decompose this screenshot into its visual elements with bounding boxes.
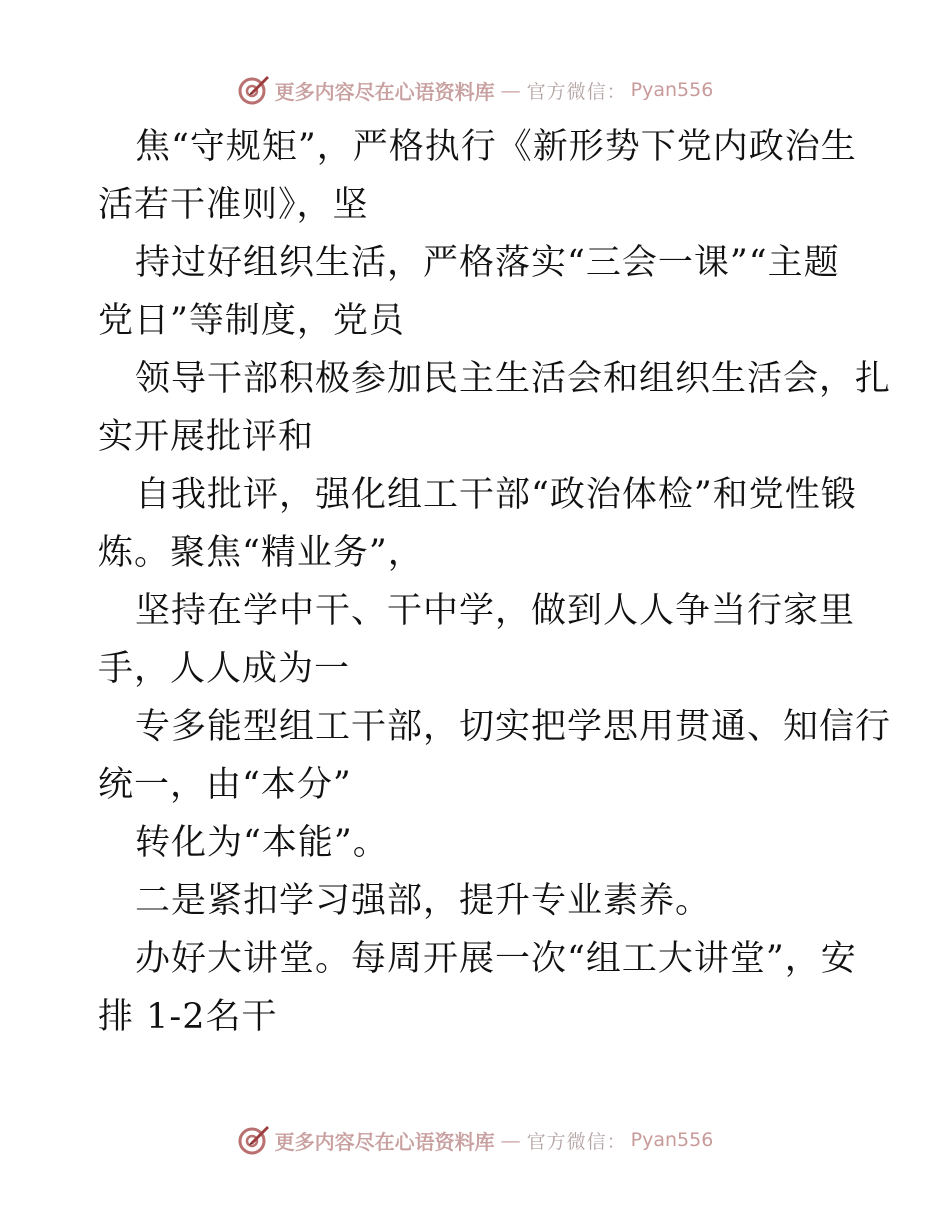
text-line: 手，人人成为一	[98, 649, 351, 689]
text-line: 排 1-2名干	[98, 997, 278, 1037]
pen-circle-logo-icon	[237, 1123, 271, 1157]
pen-circle-logo-icon	[237, 73, 271, 107]
watermark-dash: —	[500, 1128, 521, 1152]
text-line: 活若干准则》，坚	[98, 185, 369, 225]
text-line: 持过好组织生活，严格落实“三会一课”“主题	[135, 243, 840, 283]
text-line: 二是紧扣学习强部，提升专业素养。	[135, 881, 712, 921]
text-line: 炼。聚焦“精业务”，	[98, 533, 424, 573]
watermark-title: 更多内容尽在心语资料库	[274, 79, 495, 104]
text-line: 党日”等制度，党员	[98, 301, 405, 341]
text-line: 转化为“本能”。	[135, 823, 389, 863]
document-body	[98, 118, 892, 1046]
watermark-title: 更多内容尽在心语资料库	[274, 1129, 495, 1154]
text-line: 实开展批评和	[98, 417, 315, 457]
watermark-subtitle: 官方微信：	[526, 80, 627, 103]
text-line: 坚持在学中干、干中学，做到人人争当行家里	[135, 591, 856, 631]
header-watermark	[0, 70, 950, 110]
text-line: 领导干部积极参加民主生活会和组织生活会，扎	[135, 359, 892, 399]
text-line: 统一，由“本分”	[98, 765, 352, 805]
text-line: 焦“守规矩”，严格执行《新形势下党内政治生	[135, 127, 857, 167]
watermark-subtitle: 官方微信：	[526, 1130, 627, 1153]
watermark-handle: Pyan556	[630, 79, 714, 101]
text-line: 自我批评，强化组工干部“政治体检”和党性锻	[135, 475, 857, 515]
text-line: 专多能型组工干部，切实把学思用贯通、知信行	[135, 707, 892, 747]
watermark-dash: —	[500, 78, 521, 102]
text-line: 办好大讲堂。每周开展一次“组工大讲堂”，安	[135, 939, 857, 979]
footer-watermark	[0, 1120, 950, 1160]
watermark-handle: Pyan556	[630, 1129, 714, 1151]
